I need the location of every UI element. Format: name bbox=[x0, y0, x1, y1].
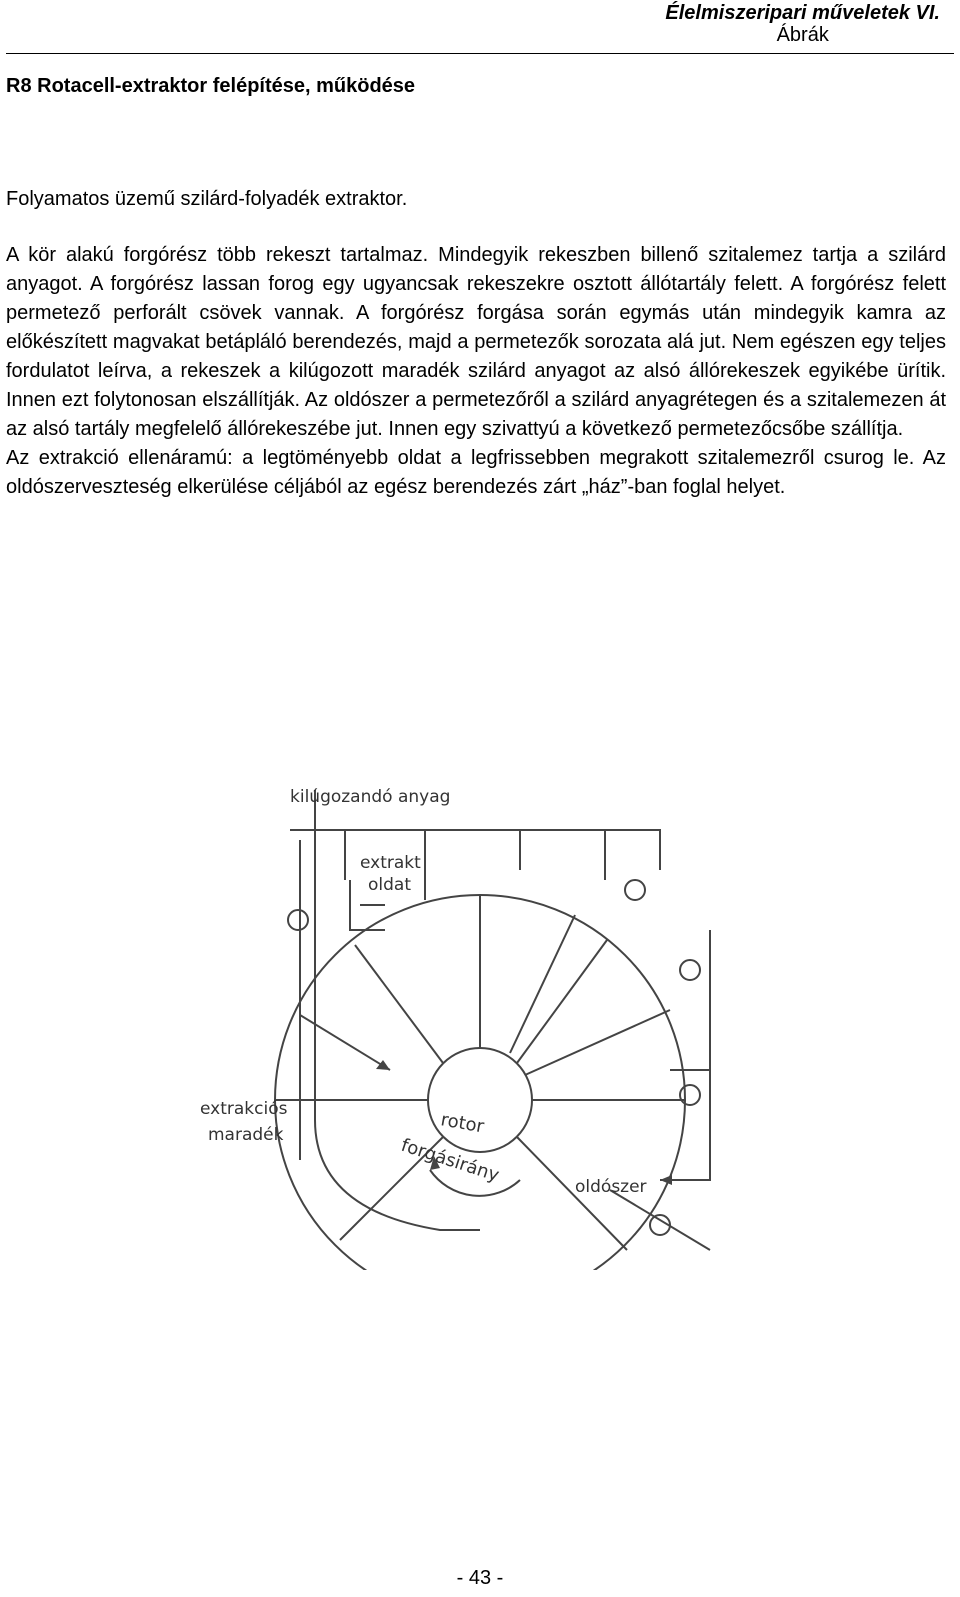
label-residue-line2: maradék bbox=[208, 1125, 284, 1145]
pump-icon bbox=[680, 1085, 700, 1105]
lead-paragraph: Folyamatos üzemű szilárd-folyadék extraktor. bbox=[6, 188, 408, 210]
pump-icon bbox=[625, 880, 645, 900]
section-title: R8 Rotacell-extraktor felépítése, működése bbox=[6, 75, 416, 97]
header-subtitle: Ábrák bbox=[776, 24, 829, 46]
header-divider bbox=[6, 53, 954, 54]
label-residue-line1: extrakciós bbox=[200, 1099, 288, 1119]
page-header bbox=[665, 2, 940, 46]
pump-icon bbox=[680, 960, 700, 980]
label-extract-line1: extrakt bbox=[360, 853, 421, 873]
header-title: Élelmiszeripari műveletek VI. bbox=[665, 2, 940, 24]
pump-icon bbox=[288, 910, 308, 930]
label-rotor: rotor bbox=[439, 1109, 486, 1138]
label-solvent: oldószer bbox=[575, 1177, 647, 1197]
label-feed: kilúgozandó anyag bbox=[290, 787, 451, 807]
label-extract-line2: oldat bbox=[368, 875, 411, 895]
paragraph-countercurrent: Az extrakció ellenáramú: a legtöményebb oldat a legfrissebben megrakott szitalemezről csurog le. Az oldószerveszteség elkerülése céljából az egész berendezés zárt „ház”-ban foglal helyet. bbox=[6, 447, 946, 498]
body-paragraphs bbox=[6, 241, 946, 502]
page-number: - 43 - bbox=[456, 1567, 504, 1589]
label-direction: forgásirány bbox=[398, 1134, 502, 1187]
paragraph-description: A kör alakú forgórész több rekeszt tartalmaz. Mindegyik rekeszben billenő szitalemez tartja a szilárd anyagot. A forgórész lassan forog egy ugyancsak rekeszekre osztott állótartály felett. A forgórész felett permetező perforált csövek vannak. A forgórész forgása során egymás után mindegyik kamra az előkészített magvakat betápláló berendezés, majd a permetezők sorozata alá jut. Nem egészen egy teljes fordulatot leírva, a rekeszek a kilúgozott maradék szilárd anyagot az alsó állórekeszek egyikébe ürítik. Innen ezt folytonosan elszállítják. Az oldószer a permetezőről a szilárd anyagrétegen és a szitalemezen át az alsó tartály megfelelő állórekeszébe jut. Innen egy szivattyú a következő permetezőcsőbe szállítja. bbox=[6, 244, 946, 440]
rotocel-extractor-diagram bbox=[190, 770, 750, 1270]
